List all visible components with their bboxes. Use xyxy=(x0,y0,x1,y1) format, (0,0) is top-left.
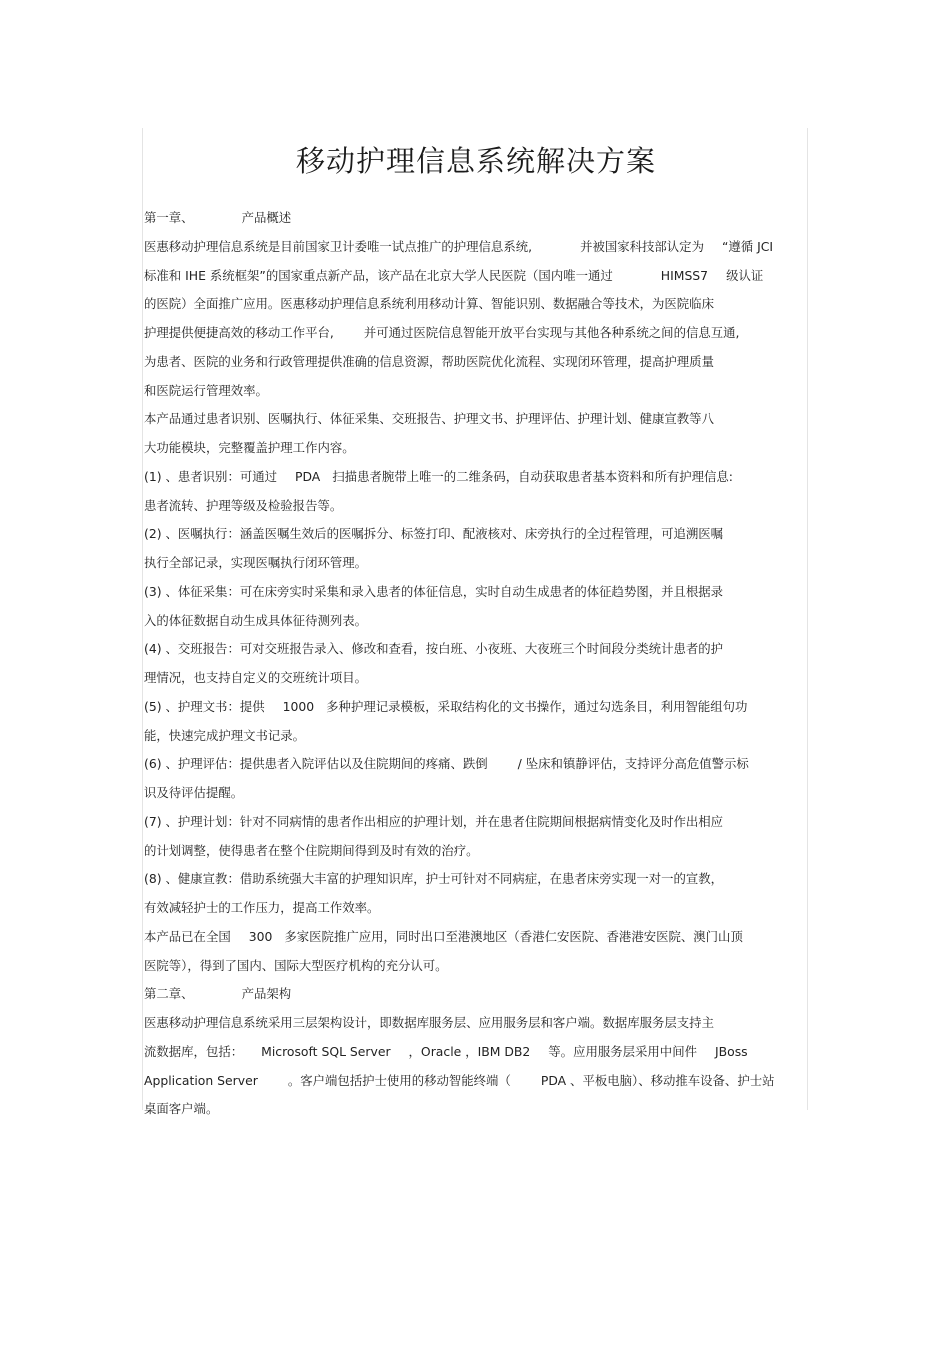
paragraph-line: 识及待评估提醒。 xyxy=(144,785,244,800)
paragraph-line: Application Server 。客户端包括护士使用的移动智能终端（ PDA 、平板电脑）、移动推车设备、护士站 xyxy=(144,1072,775,1088)
paragraph-line: 为患者、医院的业务和行政管理提供准确的信息资源，帮助医院优化流程、实现闭环管理，提高护理质量 xyxy=(144,353,714,369)
paragraph-line: 患者流转、护理等级及检验报告等。 xyxy=(144,497,343,513)
feature-item-5: (5) 、护理文书：提供 1000 多种护理记录模板，采取结构化的文书操作，通过勾选条目，利用智能组句功 xyxy=(144,698,748,714)
paragraph-line: 本产品已在全国 300 多家医院推广应用，同时出口至港澳地区（香港仁安医院、香港港安医院、澳门山顶 xyxy=(144,928,743,944)
feature-item-3: (3) 、体征采集：可在床旁实时采集和录入患者的体征信息，实时自动生成患者的体征趋势图，并且根据录 xyxy=(144,583,724,599)
document xyxy=(144,140,824,1124)
paragraph-line: 理情况，也支持自定义的交班统计项目。 xyxy=(144,670,368,685)
paragraph-line: 医惠移动护理信息系统是目前国家卫计委唯一试点推广的护理信息系统, 并被国家科技部认定为 “遵循 JCI xyxy=(144,238,774,254)
paragraph-line: 医惠移动护理信息系统采用三层架构设计，即数据库服务层、应用服务层和客户端。数据库服务层支持主 xyxy=(144,1015,714,1030)
paragraph-line: 标准和 IHE 系统框架”的国家重点新产品，该产品在北京大学人民医院（国内唯一通过 HIMSS7 级认证 xyxy=(144,267,764,283)
feature-item-4: (4) 、交班报告：可对交班报告录入、修改和查看，按白班、小夜班、大夜班三个时间段分类统计患者的护 xyxy=(144,641,724,657)
paragraph-line: 桌面客户端。 xyxy=(144,1101,219,1117)
document-title: 移动护理信息系统解决方案 xyxy=(295,144,656,178)
paragraph-line: 的医院）全面推广应用。医惠移动护理信息系统利用移动计算、智能识别、数据融合等技术，为医院临床 xyxy=(144,296,714,312)
chapter-1-heading: 第一章、 产品概述 xyxy=(144,210,292,225)
paragraph-line: 能，快速完成护理文书记录。 xyxy=(144,727,306,743)
paragraph-line: 本产品通过患者识别、医嘱执行、体征采集、交班报告、护理文书、护理评估、护理计划、健康宣教等八 xyxy=(144,411,714,427)
paragraph-line: 护理提供便捷高效的移动工作平台, 并可通过医院信息智能开放平台实现与其他各种系统之间的信息互通, xyxy=(144,325,740,340)
paragraph-line: 执行全部记录，实现医嘱执行闭环管理。 xyxy=(144,555,368,570)
feature-item-6: (6) 、护理评估：提供患者入院评估以及住院期间的疼痛、跌倒 / 坠床和镇静评估，支持评分高危值警示标 xyxy=(144,756,749,772)
chapter-2-heading: 第二章、 产品架构 xyxy=(144,986,292,1002)
paragraph-line: 入的体征数据自动生成具体征待测列表。 xyxy=(144,612,368,628)
paragraph-line: 有效减轻护士的工作压力，提高工作效率。 xyxy=(144,900,380,915)
feature-item-8: (8) 、健康宣教：借助系统强大丰富的护理知识库，护士可针对不同病症，在患者床旁实现一对一的宣教， xyxy=(144,871,724,887)
paragraph-line: 的计划调整，使得患者在整个住院期间得到及时有效的治疗。 xyxy=(144,842,479,858)
paragraph-line: 流数据库，包括： Microsoft SQL Server ，Oracle ，IBM DB2 等。应用服务层采用中间件 JBoss xyxy=(144,1043,748,1059)
feature-item-7: (7) 、护理计划：针对不同病情的患者作出相应的护理计划，并在患者住院期间根据病情变化及时作出相应 xyxy=(144,813,724,829)
paragraph-line: 和医院运行管理效率。 xyxy=(144,382,268,398)
feature-item-1: (1) 、患者识别：可通过 PDA 扫描患者腕带上唯一的二维条码，自动获取患者基本资料和所有护理信息: xyxy=(144,468,733,484)
paragraph-line: 医院等），得到了国内、国际大型医疗机构的充分认可。 xyxy=(144,957,448,973)
paragraph-line: 大功能模块，完整覆盖护理工作内容。 xyxy=(144,440,355,455)
feature-item-2: (2) 、医嘱执行：涵盖医嘱生效后的医嘱拆分、标签打印、配液核对、床旁执行的全过程管理，可追溯医嘱 xyxy=(144,526,724,542)
